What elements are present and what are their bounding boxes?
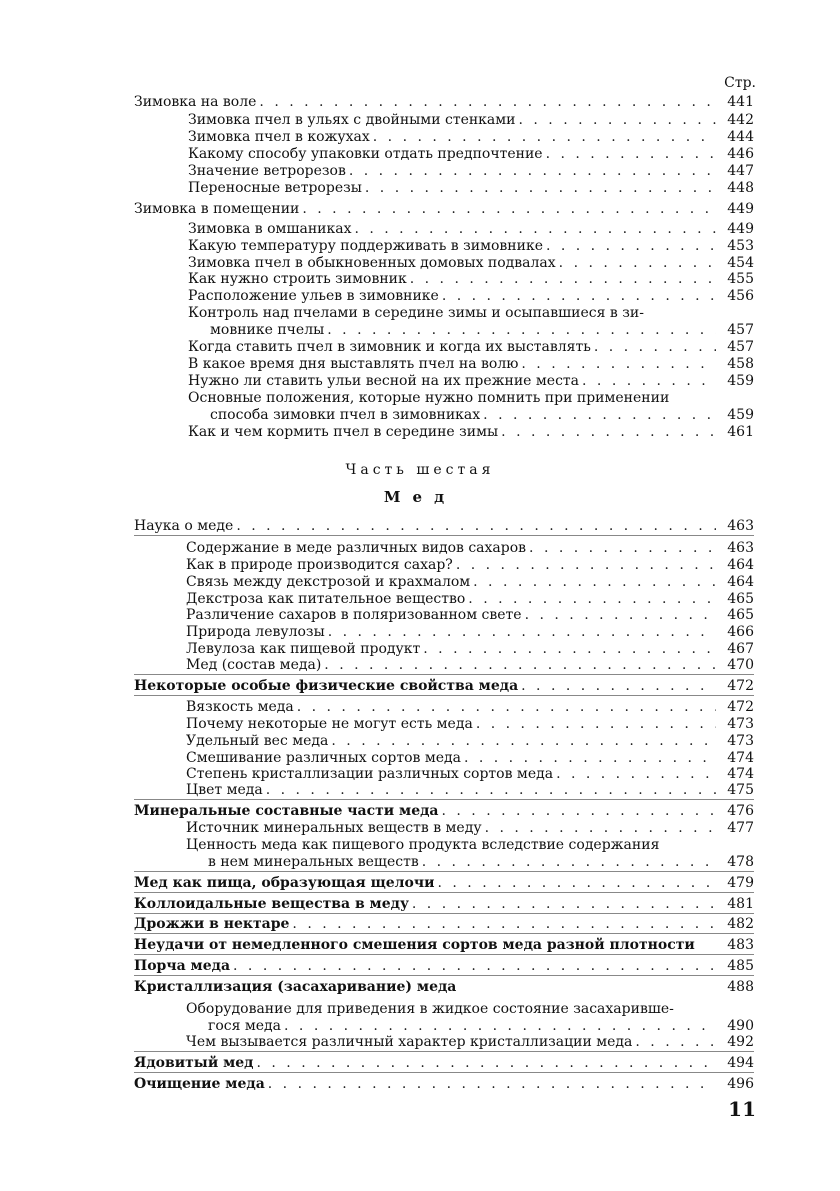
toc-entry-page: 472 [727,699,754,715]
toc-entry-title: Основные положения, которые нужно помнить при применении [188,390,670,406]
leader-dots [582,372,716,390]
toc-entry-title: Расположение ульев в зимовнике [188,288,439,304]
toc-entry-title: Удельный вес меда [186,733,329,749]
toc-entry-page: 461 [727,424,754,440]
toc-entry-page: 444 [727,129,754,145]
leader-dots [327,321,716,339]
toc-entry-page: 465 [727,607,754,623]
toc-entry-title: Почему некоторые не могут есть меда [186,716,473,732]
toc-entry-page: 483 [727,937,754,953]
toc-entry-page: 496 [727,1076,754,1092]
leader-dots [546,237,716,255]
divider [134,1051,754,1052]
toc-entry-page: 463 [727,540,754,556]
toc-entry-continued [188,304,708,322]
toc-entry-title: Нужно ли ставить ульи весной на их прежние места [188,373,580,389]
toc-entry-page: 485 [727,958,754,974]
divider [134,674,754,675]
toc-entry [186,781,754,799]
toc-entry-title: Какому способу упаковки отдать предпочтение [188,146,543,162]
leader-dots [331,732,716,750]
leader-dots [412,895,716,913]
toc-entry-page: 470 [727,657,754,673]
leader-dots [257,1054,717,1072]
toc-entry [188,270,754,288]
divider [134,913,754,914]
toc-entry-page: 456 [727,288,754,304]
toc-entry [134,802,754,820]
toc-entry-title: Источник минеральных веществ в меду [186,820,482,836]
divider [134,975,754,976]
leader-dots [485,819,716,837]
leader-dots [324,656,716,674]
toc-entry [186,539,754,557]
toc-entry [210,321,754,339]
leader-dots [259,93,716,111]
toc-entry-title: В какое время дня выставлять пчел на волю [188,356,519,372]
toc-entry-title: Зимовка пчел в кожухах [188,129,370,145]
toc-entry [208,853,754,871]
leader-dots [297,698,716,716]
toc-entry [134,915,754,933]
divider [134,871,754,872]
toc-entry [188,128,754,146]
leader-dots [292,915,716,933]
toc-entry [186,606,754,624]
toc-entry-title: Ядовитый мед [134,1055,254,1071]
toc-entry [186,819,754,837]
toc-entry-title: Зимовка пчел в обыкновенных домовых подвалах [188,255,556,271]
toc-entry-page: 466 [727,624,754,640]
toc-entry-title: Некоторые особые физические свойства меда [134,678,519,694]
toc-entry-title: Значение ветрорезов [188,163,346,179]
divider [134,954,754,955]
leader-dots [438,874,717,892]
toc-entry-page: 473 [727,716,754,732]
toc-entry [188,287,754,305]
toc-entry-page: 464 [727,574,754,590]
leader-dots [473,573,716,591]
toc-entry-title: Декстроза как питательное вещество [186,591,466,607]
toc-entry-page: 459 [727,407,754,423]
page-number: 11 [728,1097,756,1121]
toc-entry-page: 477 [727,820,754,836]
toc-entry-title: Мед (состав меда) [186,657,322,673]
toc-entry-title: Как и чем кормить пчел в середине зимы [188,424,499,440]
toc-entry [188,355,754,373]
toc-entry [134,677,754,695]
toc-entry-title: Наука о меде [134,518,234,534]
toc-entry [134,93,754,111]
toc-entry-page: 447 [727,163,754,179]
toc-entry [186,556,754,574]
leader-dots [501,423,716,441]
toc-entry-page: 490 [727,1018,754,1034]
toc-entry-title: Зимовка на воле [134,94,257,110]
part-title: Часть шестая [345,462,495,478]
toc-entry-title: Контроль над пчелами в середине зимы и осыпавшиеся в зи- [188,305,644,321]
toc-entry-title: Смешивание различных сортов меда [186,750,461,766]
toc-entry-page: 492 [727,1034,754,1050]
toc-entry-page: 448 [727,180,754,196]
toc-entry [188,111,754,129]
toc-entry-title: Степень кристаллизации различных сортов меда [186,766,554,782]
toc-entry [186,715,754,733]
leader-dots [521,677,716,695]
toc-entry-page: 479 [727,875,754,891]
leader-dots [456,556,716,574]
leader-dots [529,539,716,557]
toc-entry-title: Различение сахаров в поляризованном свете [186,607,522,623]
toc-entry [186,656,754,674]
toc-entry-title: способа зимовки пчел в зимовниках [210,407,481,423]
toc-entry [186,732,754,750]
page-column-header: Стр. [724,75,756,91]
toc-entry-continued [186,1000,726,1018]
part-subtitle: Мед [383,488,457,506]
toc-entry-title: Дрожжи в нектаре [134,916,290,932]
leader-dots [266,781,716,799]
toc-entry [186,698,754,716]
leader-dots [525,606,716,624]
leader-dots [354,220,716,238]
toc-entry [134,1075,754,1093]
toc-entry-page: 465 [727,591,754,607]
toc-entry-title: гося меда [208,1018,282,1034]
toc-entry-page: 478 [727,854,754,870]
toc-entry-title: Кристаллизация (засахаривание) меда [134,979,457,995]
toc-entry [188,220,754,238]
toc-entry-page: 474 [727,750,754,766]
toc-entry-title: Зимовка пчел в ульях с двойными стенками [188,112,516,128]
toc-entry [186,573,754,591]
toc-entry-title: Как в природе производится сахар? [186,557,453,573]
toc-entry [134,200,754,218]
toc-entry [188,237,754,255]
toc-entry-page: 464 [727,557,754,573]
toc-entry-title: Когда ставить пчел в зимовник и когда их выставлять [188,339,591,355]
toc-entry-title: Левулоза как пищевой продукт [186,641,421,657]
toc-entry-page: 449 [727,221,754,237]
toc-entry [134,978,754,996]
toc-entry-page: 454 [727,255,754,271]
toc-entry-title: Содержание в меде различных видов сахаров [186,540,527,556]
toc-entry [188,423,754,441]
toc-entry-page: 467 [727,641,754,657]
leader-dots [521,355,716,373]
toc-entry-title: Коллоидальные вещества в меду [134,896,409,912]
toc-entry-page: 457 [727,322,754,338]
toc-entry-title: Зимовка в омшаниках [188,221,352,237]
toc-entry [188,179,754,197]
leader-dots [365,179,716,197]
divider [134,1072,754,1073]
toc-entry-title: Как нужно строить зимовник [188,271,407,287]
toc-entry [134,874,754,892]
divider [134,535,754,536]
toc-entry-title: Оборудование для приведения в жидкое состояние засахаривше- [186,1001,674,1017]
toc-entry [134,517,754,535]
leader-dots [236,517,716,535]
leader-dots [546,145,716,163]
toc-entry-page: 449 [727,201,754,217]
toc-entry-page: 475 [727,782,754,798]
toc-entry-continued [188,389,708,407]
divider [134,799,754,800]
leader-dots [442,802,717,820]
toc-entry-title: Переносные ветрорезы [188,180,362,196]
toc-entry [134,1054,754,1072]
toc-entry [186,1033,754,1051]
toc-entry [188,145,754,163]
divider [134,933,754,934]
toc-entry [210,406,754,424]
toc-entry-title: Связь между декстрозой и крахмалом [186,574,471,590]
toc-entry-page: 481 [727,896,754,912]
toc-entry-title: мовнике пчелы [210,322,325,338]
leader-dots [594,338,716,356]
leader-dots [519,111,717,129]
toc-entry-title: Мед как пища, образующая щелочи [134,875,435,891]
toc-entry [134,957,754,975]
leader-dots [410,270,716,288]
toc-entry-page: 457 [727,339,754,355]
toc-entry-title: Цвет меда [186,782,263,798]
toc-entry-title: Минеральные составные части меда [134,803,439,819]
toc-entry-title: Вязкость меда [186,699,294,715]
toc-entry-page: 458 [727,356,754,372]
toc-entry-title: Очищение меда [134,1076,265,1092]
toc-entry-page: 453 [727,238,754,254]
toc-entry-page: 441 [727,94,754,110]
toc-entry-page: 494 [727,1055,754,1071]
toc-entry [188,338,754,356]
toc-entry-page: 455 [727,271,754,287]
leader-dots [476,715,716,733]
leader-dots [349,162,716,180]
toc-entry-page: 482 [727,916,754,932]
leader-dots [302,200,716,218]
leader-dots [373,128,716,146]
toc-entry [188,372,754,390]
toc-entry-page: 472 [727,678,754,694]
toc-entry-page: 476 [727,803,754,819]
toc-entry-page: 473 [727,733,754,749]
toc-entry-title: в нем минеральных веществ [208,854,419,870]
toc-entry-title: Чем вызывается различный характер кристаллизации меда [186,1034,633,1050]
toc-entry-title: Какую температуру поддерживать в зимовнике [188,238,543,254]
toc-entry-title: Природа левулозы [186,624,325,640]
toc-entry-continued [186,836,706,854]
toc-entry-page: 463 [727,518,754,534]
toc-entry [188,162,754,180]
toc-entry-title: Ценность меда как пищевого продукта вследствие содержания [186,837,660,853]
toc-entry [134,936,754,954]
toc-entry-title: Неудачи от немедленного смешения сортов меда разной плотности [134,937,695,953]
leader-dots [635,1033,716,1051]
toc-entry-page: 488 [727,979,754,995]
toc-entry-page: 446 [727,146,754,162]
toc-entry-page: 474 [727,766,754,782]
toc-entry [186,623,754,641]
leader-dots [233,957,716,975]
toc-entry-page: 459 [727,373,754,389]
leader-dots [442,287,716,305]
leader-dots [483,406,716,424]
leader-dots [268,1075,716,1093]
toc-entry [134,895,754,913]
leader-dots [422,853,716,871]
toc-entry-title: Порча меда [134,958,231,974]
divider [134,892,754,893]
toc-entry-title: Зимовка в помещении [134,201,300,217]
toc-entry-page: 442 [727,112,754,128]
leader-dots [328,623,716,641]
divider [134,695,754,696]
